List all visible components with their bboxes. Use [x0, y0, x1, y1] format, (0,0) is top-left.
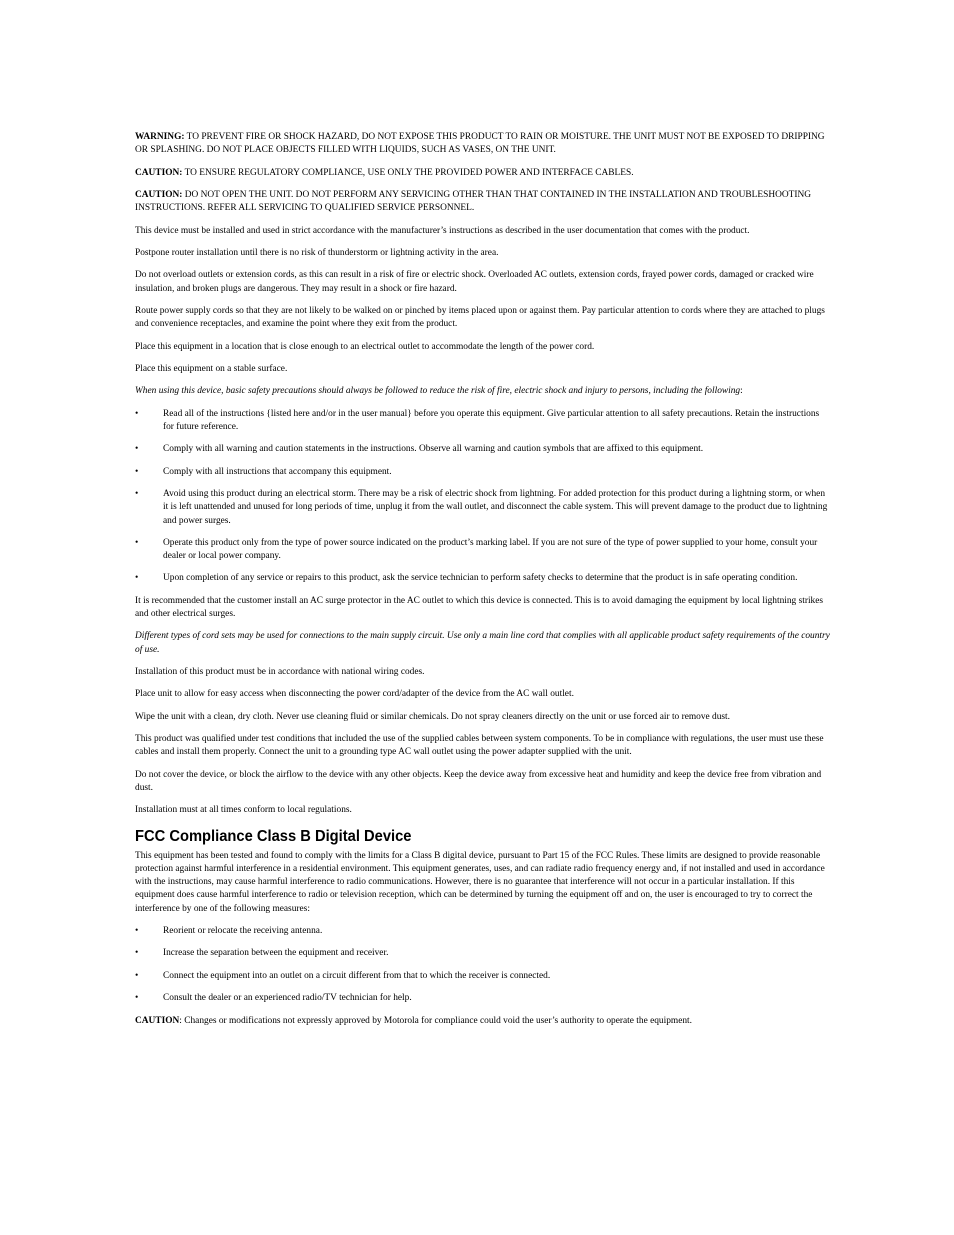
- list-item-text: Consult the dealer or an experienced radio/TV technician for help.: [163, 993, 412, 1004]
- warning-paragraph: [135, 131, 832, 157]
- document-page: [135, 131, 832, 1037]
- list-item-text: Reorient or relocate the receiving antenna.: [163, 926, 323, 937]
- bullet-icon: •: [135, 573, 139, 584]
- fcc-bullet-list: [135, 925, 832, 1005]
- body-paragraph: This device must be installed and used in strict accordance with the manufacturer’s instructions as described in the user documentation that comes with the product.: [135, 225, 750, 236]
- list-item: [135, 572, 832, 585]
- caution-text: DO NOT OPEN THE UNIT. DO NOT PERFORM ANY SERVICING OTHER THAN THAT CONTAINED IN THE INSTALLATION AND TROUBLESHOOTING INSTRUCTIONS. REFER ALL SERVICING TO QUALIFIED SERVICE PERSONNEL.: [135, 189, 812, 214]
- surge-protector-paragraph: It is recommended that the customer install an AC surge protector in the AC outlet to which this device is connected. This is to avoid damaging the equipment by local lightning strikes and other electrical surges.: [135, 595, 824, 620]
- list-item: [135, 992, 832, 1005]
- list-item: [135, 970, 832, 983]
- list-item: [135, 947, 832, 960]
- bullet-icon: •: [135, 408, 139, 419]
- caution-label: CAUTION:: [135, 167, 183, 178]
- body-paragraph: Installation of this product must be in accordance with national wiring codes.: [135, 667, 425, 678]
- caution-label: CAUTION: [135, 1015, 180, 1026]
- body-paragraph: This product was qualified under test conditions that included the use of the supplied cables between system components. To be in compliance with regulations, the user must use these cables and install them properly. Connect the unit to a grounding type AC wall outlet using the power adapter supplied with the unit.: [135, 734, 824, 758]
- list-item-text: Comply with all warning and caution statements in the instructions. Observe all warning and caution symbols that are affixed to this equipment.: [163, 444, 704, 455]
- section-heading: FCC Compliance Class B Digital Device: [135, 827, 412, 845]
- bullet-icon: •: [135, 926, 139, 937]
- caution-servicing-paragraph: [135, 189, 832, 215]
- fcc-intro-paragraph: This equipment has been tested and found to comply with the limits for a Class B digital device, pursuant to Part 15 of the FCC Rules. These limits are designed to provide reasonable protection against harmful interference in a residential environment. This equipment generates, uses, and can radiate radio frequency energy and, if not installed and used in accordance with the instructions, may cause harmful interference to radio communications. However, there is no guarantee that interference will not occur in a particular installation. If this equipment does cause harmful interference to radio or television reception, which can be determined by turning the equipment off and on, the user is encouraged to try to correct the interference by one of the following measures:: [135, 850, 825, 914]
- bullet-icon: •: [135, 537, 139, 548]
- safety-intro-text: When using this device, basic safety precautions should always be followed to reduce the risk of fire, electric shock and injury to persons, including the following: [135, 386, 741, 397]
- list-item-text: Avoid using this product during an electrical storm. There may be a risk of electric shock from lightning. For added protection for this product during a lightning storm, or when it is left unattended and unused for long periods of time, unplug it from the wall outlet, and disconnect the cable system. This will prevent damage to the product due to lightning and power surges.: [163, 489, 828, 526]
- safety-intro-colon: :: [740, 386, 743, 397]
- list-item: [135, 925, 832, 938]
- list-item: [135, 443, 832, 456]
- bullet-icon: •: [135, 993, 139, 1004]
- body-paragraph: Place unit to allow for easy access when disconnecting the power cord/adapter of the device from the AC wall outlet.: [135, 689, 574, 700]
- safety-bullet-list: [135, 408, 832, 586]
- safety-intro: [135, 385, 832, 398]
- caution-text: TO ENSURE REGULATORY COMPLIANCE, USE ONLY THE PROVIDED POWER AND INTERFACE CABLES.: [182, 167, 634, 178]
- body-paragraph: Installation must at all times conform to local regulations.: [135, 805, 352, 816]
- bullet-icon: •: [135, 489, 139, 500]
- body-paragraph: Do not overload outlets or extension cords, as this can result in a risk of fire or electric shock. Overloaded AC outlets, extension cords, frayed power cords, damaged or cracked wire insulation, and broken plugs are dangerous. They may result in a shock or fire hazard.: [135, 270, 814, 294]
- bullet-icon: •: [135, 444, 139, 455]
- cord-sets-note: Different types of cord sets may be used for connections to the main supply circuit. Use only a main line cord that complies with all applicable product safety requirements of the country of use.: [135, 631, 830, 655]
- body-paragraph: Do not cover the device, or block the airflow to the device with any other objects. Keep the device away from excessive heat and humidity and keep the device free from vibration and dust.: [135, 769, 822, 794]
- caution-text: : Changes or modifications not expressly approved by Motorola for compliance could void the user’s authority to operate the equipment.: [179, 1015, 693, 1026]
- list-item-text: Comply with all instructions that accompany this equipment.: [163, 466, 392, 477]
- list-item: [135, 488, 832, 528]
- body-paragraph: Route power supply cords so that they are not likely to be walked on or pinched by items placed upon or against them. Pay particular attention to cords where they are attached to plugs and convenience receptacles, and examine the point where they exit from the product.: [135, 305, 825, 330]
- list-item-text: Connect the equipment into an outlet on a circuit different from that to which the receiver is connected.: [163, 970, 551, 981]
- caution-cables-paragraph: [135, 167, 832, 180]
- bullet-icon: •: [135, 970, 139, 981]
- list-item-text: Read all of the instructions {listed here and/or in the user manual} before you operate this equipment. Give particular attention to all safety precautions. Retain the instructions for future reference.: [163, 408, 820, 432]
- body-paragraph: Place this equipment in a location that is close enough to an electrical outlet to accommodate the length of the power cord.: [135, 341, 595, 352]
- list-item: [135, 537, 832, 563]
- list-item: [135, 466, 832, 479]
- caution-label: CAUTION:: [135, 189, 183, 200]
- body-paragraph: Postpone router installation until there is no risk of thunderstorm or lightning activity in the area.: [135, 247, 499, 258]
- body-paragraph: Place this equipment on a stable surface.: [135, 363, 288, 374]
- list-item-text: Upon completion of any service or repairs to this product, ask the service technician to perform safety checks to determine that the product is in safe operating condition.: [163, 573, 798, 584]
- bullet-icon: •: [135, 948, 139, 959]
- list-item-text: Increase the separation between the equipment and receiver.: [163, 948, 389, 959]
- body-paragraph: Wipe the unit with a clean, dry cloth. Never use cleaning fluid or similar chemicals. Do not spray cleaners directly on the unit or use forced air to remove dust.: [135, 711, 731, 722]
- warning-label: WARNING:: [135, 132, 185, 142]
- fcc-caution-paragraph: [135, 1015, 832, 1028]
- warning-text: TO PREVENT FIRE OR SHOCK HAZARD, DO NOT EXPOSE THIS PRODUCT TO RAIN OR MOISTURE. THE UNIT MUST NOT BE EXPOSED TO DRIPPING OR SPLASHING. DO NOT PLACE OBJECTS FILLED WITH LIQUIDS, SUCH AS VASES, ON THE UNIT.: [135, 132, 825, 156]
- list-item: [135, 408, 832, 434]
- bullet-icon: •: [135, 466, 139, 477]
- list-item-text: Operate this product only from the type of power source indicated on the product’s marking label. If you are not sure of the type of power supplied to your home, consult your dealer or local power company.: [163, 537, 818, 562]
